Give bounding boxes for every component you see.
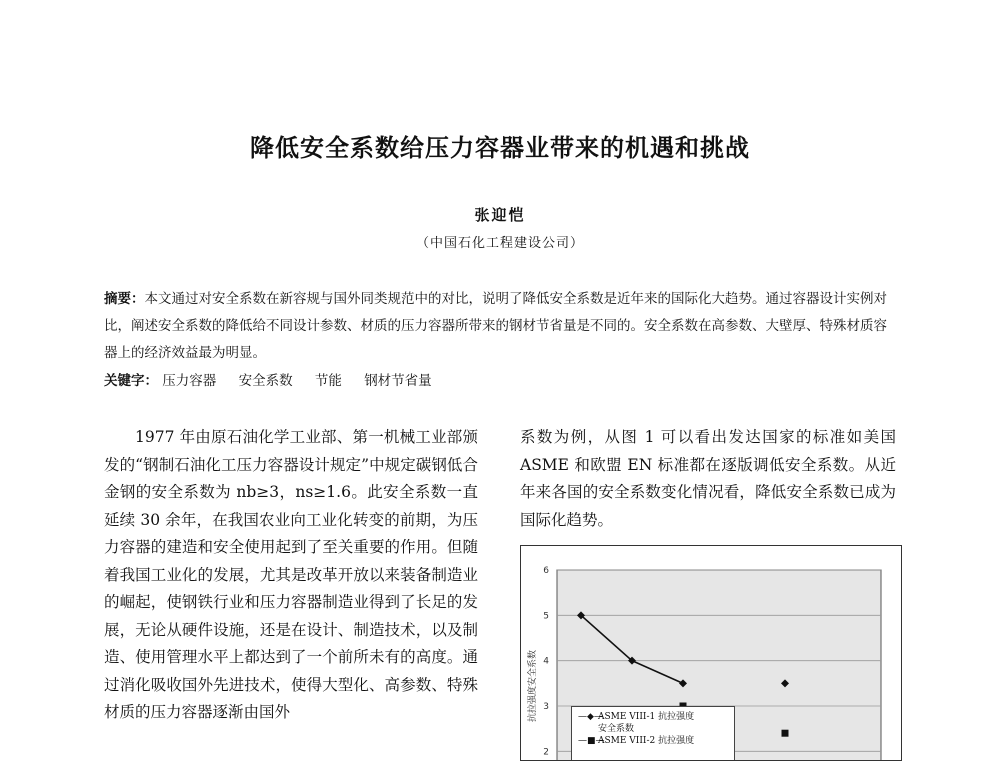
- y-axis-label: 抗拉强度安全系数: [528, 649, 538, 723]
- author-name: 张迎恺: [474, 206, 526, 224]
- legend-label: ASME VIII-2 抗拉强度: [598, 736, 695, 746]
- chart-legend: [571, 706, 735, 761]
- y-tick-label: 5: [543, 611, 549, 622]
- y-tick-label: 2: [543, 747, 549, 758]
- legend-label: 安全系数: [598, 724, 635, 734]
- author-affiliation: （中国石化工程建设公司）: [415, 236, 584, 251]
- keywords: [104, 368, 894, 395]
- body-paragraph: 系数为例，从图 1 可以看出发达国家的标准如美国 ASME 和欧盟 EN 标准都在逐版调低安全系数。从近年来各国的安全系数变化情况看，降低安全系数已成为国际化趋势。: [520, 428, 896, 529]
- keyword: 钢材节省量: [364, 373, 432, 389]
- abstract-text: 本文通过对安全系数在新容规与国外同类规范中的对比，说明了降低安全系数是近年来的国际化大趋势。通过容器设计实例对比，阐述安全系数的降低给不同设计参数、材质的压力容器所带来的钢材节省量是不同的。安全系数在高参数、大壁厚、特殊材质容器上的经济效益最为明显。: [104, 291, 887, 361]
- abstract: [104, 286, 894, 367]
- keyword: 安全系数: [238, 373, 293, 389]
- legend-diamond-icon: —◆—: [578, 712, 603, 722]
- y-tick-label: 3: [543, 702, 549, 712]
- safety-factor-chart: [520, 545, 902, 761]
- body-right-column: [520, 424, 896, 534]
- body-paragraph: 1977 年由原石油化学工业部、第一机械工业部颁发的“钢制石油化工压力容器设计规定”中规定碳钢低合金钢的安全系数为 nb≥3，ns≥1.6。此安全系数一直延续 30 余年，在我国农业向工业化转变的前期，为压力容器的建造和安全使用起到了至关重要的作用。但随着我国工业化的发展，尤其是改革开放以来装备制造业的崛起，使钢铁行业和压力容器制造业得到了长足的发展，无论从硬件设施，还是在设计、制造技术，以及制造、使用管理水平上都达到了一个前所未有的高度。通过消化吸收国外先进技术，使得大型化、高参数、特殊材质的压力容器逐渐由国外: [104, 428, 478, 721]
- keyword: 压力容器: [162, 373, 217, 389]
- keyword: 节能: [314, 373, 342, 389]
- legend-label: ASME VIII-1 抗拉强度: [598, 712, 695, 722]
- legend-square-icon: —■—: [578, 736, 605, 746]
- data-point-square: [782, 730, 789, 737]
- keywords-label: 关键字：: [104, 373, 158, 389]
- abstract-label: 摘要：: [104, 291, 145, 307]
- paper-title: 降低安全系数给压力容器业带来的机遇和挑战: [250, 134, 750, 162]
- y-tick-label: 6: [543, 566, 549, 576]
- y-tick-label: 4: [543, 656, 549, 667]
- body-left-column: [104, 424, 478, 727]
